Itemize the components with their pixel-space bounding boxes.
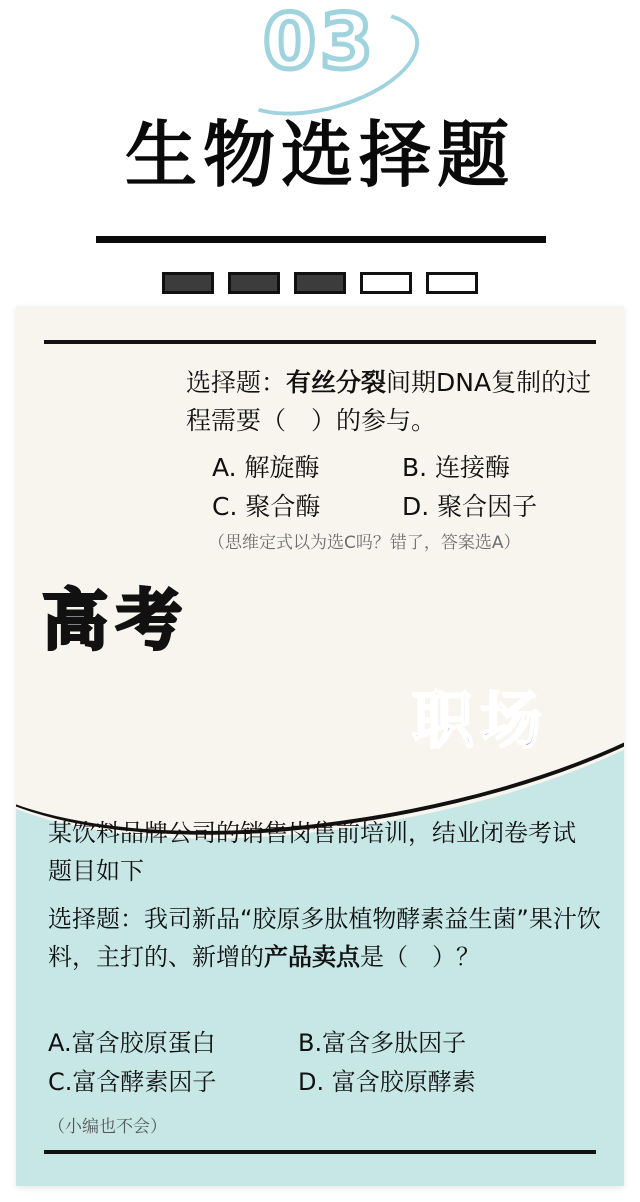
card-bottom-rule [44,1150,596,1154]
dash-4 [360,272,412,294]
question-1-option-row-2 [212,487,612,526]
content-card [16,306,624,1186]
dash-1 [162,272,214,294]
dash-3 [294,272,346,294]
page-header [0,0,640,310]
question-2-option-row-1 [48,1024,604,1063]
question-2-bold: 产品卖点 [264,943,360,972]
tag-zhichang: 职场 [412,684,549,757]
question-1-note: （思维定式以为选C吗？错了，答案选A） [208,533,521,553]
question-2-part2: 是（ ）？ [360,943,480,972]
tag-gaokao: 高考 [42,582,190,659]
progress-dashes [0,272,640,294]
question-2-note: （小编也不会） [48,1117,167,1137]
question-2-option-c[interactable]: C.富含酵素因子 [48,1067,217,1096]
question-2-label: 选择题： [48,905,144,933]
page-title: 生物选择题 [124,113,515,197]
question-1-bold: 有丝分裂 [286,368,387,397]
question-1-option-a[interactable]: A. 解旋酶 [212,453,320,482]
dash-2 [228,272,280,294]
question-1-text [186,364,606,440]
question-2-option-row-2 [48,1063,604,1102]
question-1-option-b[interactable]: B. 连接酶 [402,453,511,482]
question-2-options [48,1024,604,1102]
question-2-option-b[interactable]: B.富含多肽因子 [298,1029,467,1057]
question-2-option-d[interactable]: D. 富含胶原酵素 [298,1067,476,1096]
question-1-rest: 间期DNA复制的过程需要（ ）的参与。 [186,368,592,435]
question-2-text [48,900,604,977]
dash-5 [426,272,478,294]
title-underline [96,236,546,243]
section-2-intro: 某饮料品牌公司的销售岗售前培训，结业闭卷考试题目如下 [48,819,576,886]
question-1-options [212,448,612,526]
question-2-part1: 我司新品“胶原多肽植物酵素益生菌”果汁饮料，主打的、新增的 [48,905,601,972]
question-1-option-c[interactable]: C. 聚合酶 [212,492,321,521]
card-top-rule [44,340,596,344]
question-1-option-row-1 [212,448,612,487]
question-1-option-d[interactable]: D. 聚合因子 [402,492,538,521]
question-1-label: 选择题： [186,368,287,397]
section-number: 03 [263,0,377,86]
question-2-option-a[interactable]: A.富含胶原蛋白 [48,1029,216,1057]
